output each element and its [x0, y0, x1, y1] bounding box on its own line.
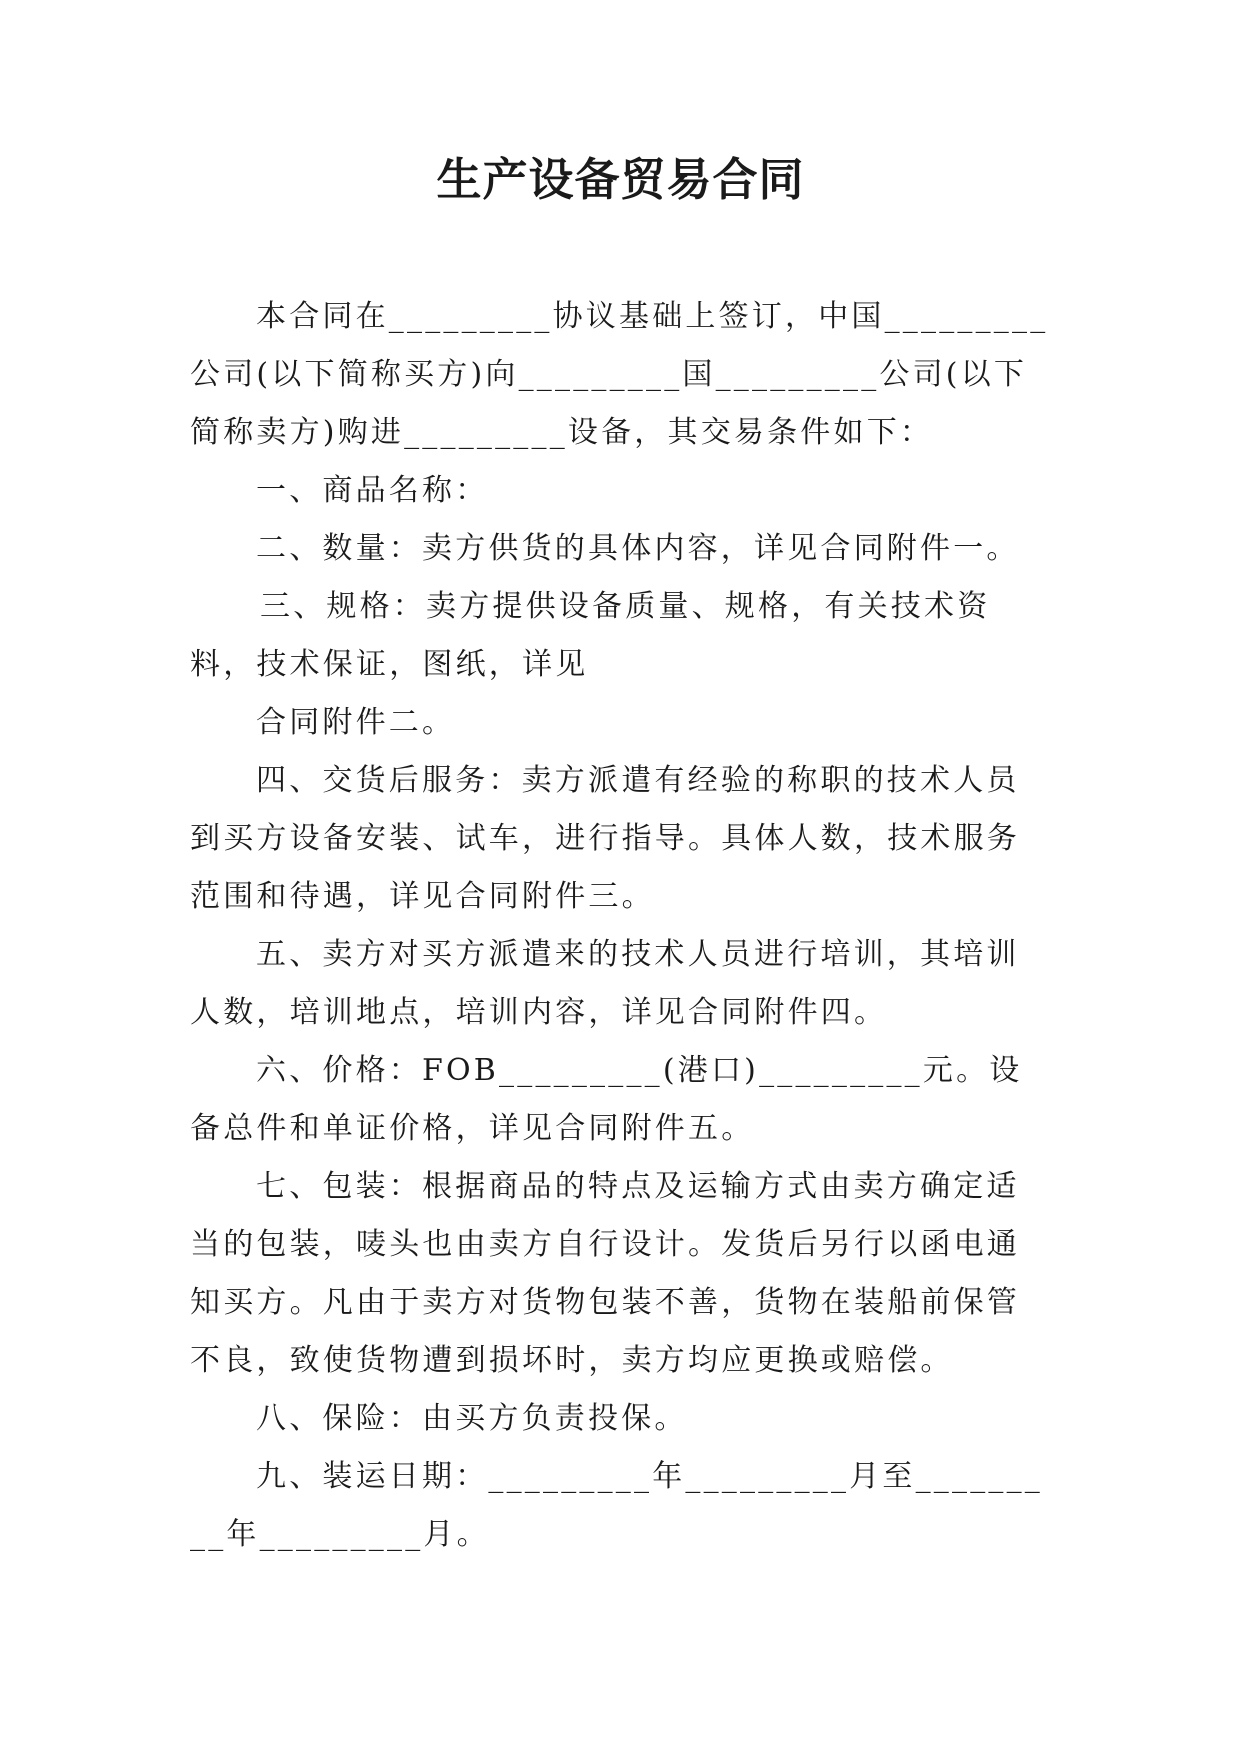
clause-4-after-delivery-service: 四、交货后服务：卖方派遣有经验的称职的技术人员到买方设备安装、试车，进行指导。具体人数，技术服务范围和待遇，详见合同附件三。	[190, 763, 1020, 914]
clause-1-product-name: 一、商品名称：	[256, 473, 489, 508]
clause-7-packing: 七、包装：根据商品的特点及运输方式由卖方确定适当的包装，唛头也由卖方自行设计。发货后另行以函电通知买方。凡由于卖方对货物包装不善，货物在装船前保管不良，致使货物遭到损坏时，卖方均应更换或赔偿。	[190, 1169, 1020, 1378]
clause-8-insurance: 八、保险：由买方负责投保。	[256, 1401, 688, 1436]
clause-6-price: 六、价格：FOB_________(港口)_________元。设备总件和单证价格，详见合同附件五。	[190, 1053, 1023, 1146]
clause-2-quantity: 二、数量：卖方供货的具体内容，详见合同附件一。	[256, 531, 1020, 566]
clause-5-training: 五、卖方对买方派遣来的技术人员进行培训，其培训人数，培训地点，培训内容，详见合同附件四。	[190, 937, 1020, 1030]
clause-3-continuation: 合同附件二。	[256, 705, 456, 740]
clause-9-shipment-date: 九、装运日期：_________年_________月至_________年_________月。	[190, 1459, 1043, 1552]
clause-3-specification: 三、规格：卖方提供设备质量、规格，有关技术资料，技术保证，图纸，详见	[190, 589, 991, 682]
document-body	[190, 288, 1052, 1564]
preamble-paragraph: 本合同在_________协议基础上签订，中国_________公司(以下简称买方)向_________国_________公司(以下简称卖方)购进_________设备，其交易条件如下：	[190, 299, 1049, 450]
document-title: 生产设备贸易合同	[436, 153, 805, 206]
